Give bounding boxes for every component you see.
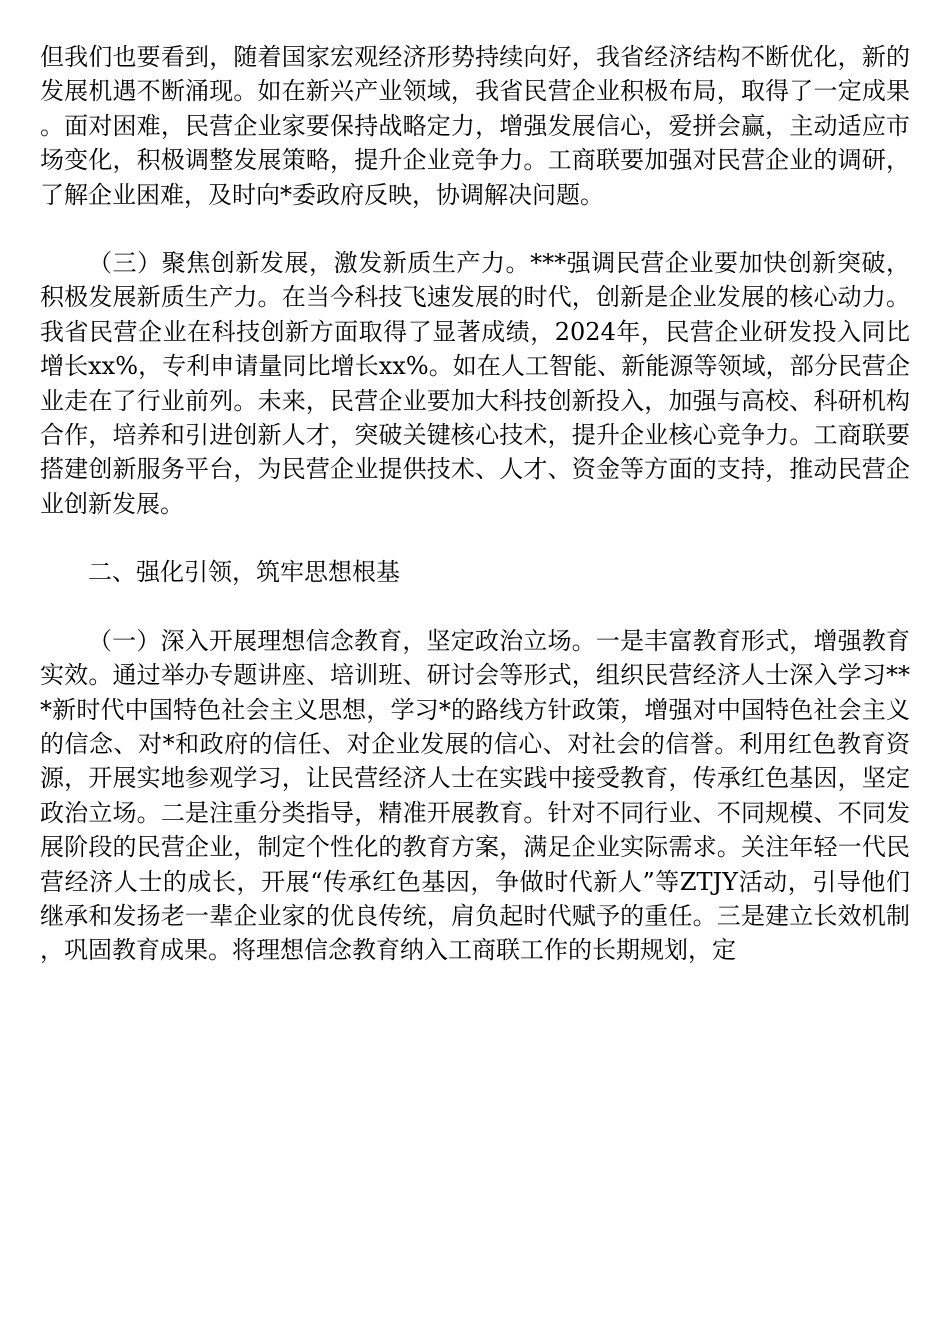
paragraph-ideals-education: （一）深入开展理想信念教育，坚定政治立场。一是丰富教育形式，增强教育实效。通过举办专题讲座、培训班、研讨会等形式，组织民营经济人士深入学习***新时代中国特色社会主义思想，学习*的路线方针政策，增强对中国特色社会主义的信念、对*和政府的信任、对企业发展的信心、对社会的信誉。利用红色教育资源，开展实地参观学习，让民营经济人士在实践中接受教育，传承红色基因，坚定政治立场。二是注重分类指导，精准开展教育。针对不同行业、不同规模、不同发展阶段的民营企业，制定个性化的教育方案，满足企业实际需求。关注年轻一代民营经济人士的成长，开展“传承红色基因，争做时代新人”等ZTJY活动，引导他们继承和发扬老一辈企业家的优良传统，肩负起时代赋予的重任。三是建立长效机制，巩固教育成果。将理想信念教育纳入工商联工作的长期规划，定 xyxy=(40,626,910,965)
section-heading: 二、强化引领，筑牢思想根基 xyxy=(88,558,400,587)
paragraph-continuation: 但我们也要看到，随着国家宏观经济形势持续向好，我省经济结构不断优化，新的发展机遇不断涌现。如在新兴产业领域，我省民营企业积极布局，取得了一定成果。面对困难，民营企业家要保持战略定力，增强发展信心，爱拼会赢，主动适应市场变化，积极调整发展策略，提升企业竞争力。工商联要加强对民营企业的调研，了解企业困难，及时向*委政府反映，协调解决问题。 xyxy=(40,43,910,209)
document-page xyxy=(40,40,910,968)
paragraph-innovation: （三）聚焦创新发展，激发新质生产力。***强调民营企业要加快创新突破，积极发展新质生产力。在当今科技飞速发展的时代，创新是企业发展的核心动力。我省民营企业在科技创新方面取得了显著成绩，2024年，民营企业研发投入同比增长xx%，专利申请量同比增长xx%。如在人工智能、新能源等领域，部分民营企业走在了行业前列。未来，民营企业要加大科技创新投入，加强与高校、科研机构合作，培养和引进创新人才，突破关键核心技术，提升企业核心竞争力。工商联要搭建创新服务平台，为民营企业提供技术、人才、资金等方面的支持，推动民营企业创新发展。 xyxy=(40,249,910,518)
